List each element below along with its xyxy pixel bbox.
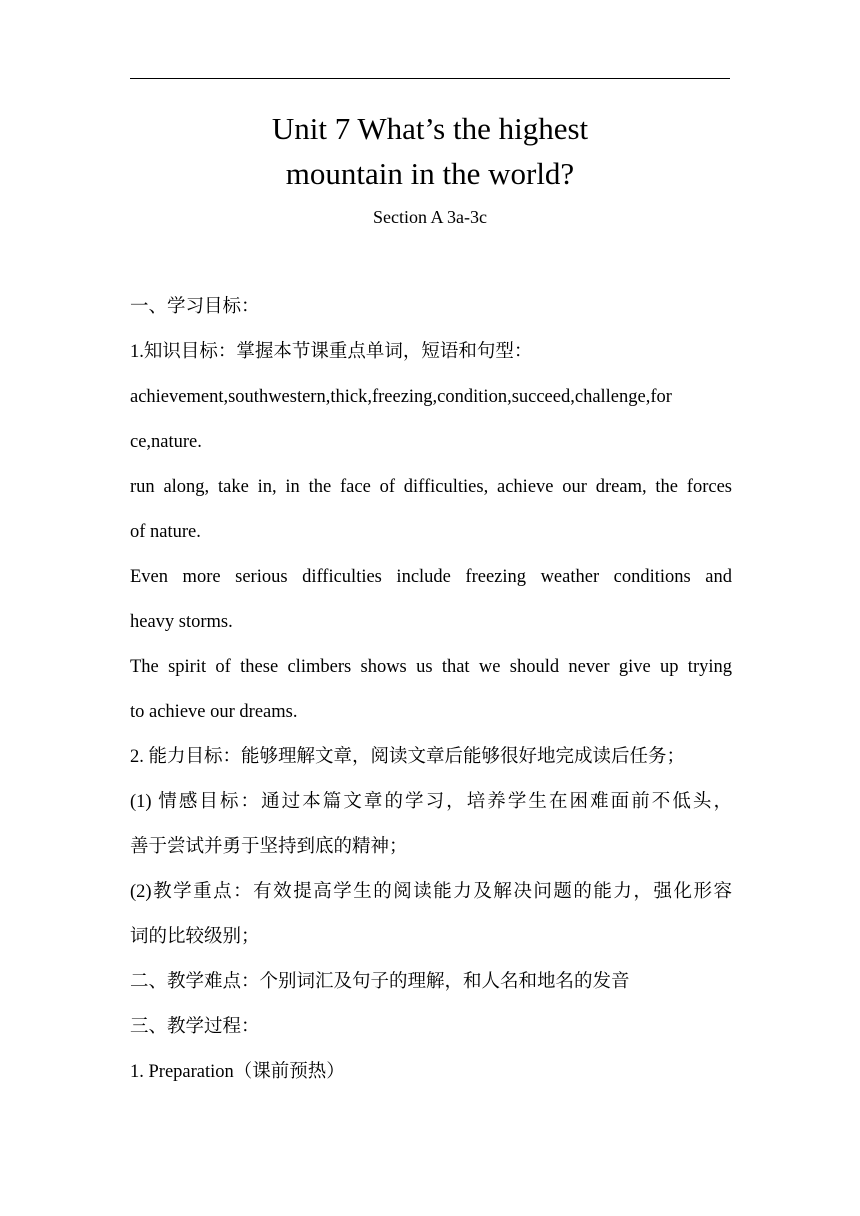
- teaching-focus: (2)教学重点：有效提高学生的阅读能力及解决问题的能力，强化形容: [130, 882, 732, 902]
- knowledge-objective: 1.知识目标：掌握本节课重点单词，短语和句型：: [130, 342, 533, 362]
- title-line-2: mountain in the world?: [285, 156, 575, 191]
- section-heading-process: 三、教学过程：: [130, 1017, 260, 1037]
- sentence-line: to achieve our dreams.: [130, 702, 298, 722]
- emotion-objective: (1) 情感目标：通过本篇文章的学习，培养学生在困难面前不低头，: [130, 792, 732, 812]
- sentence-line: heavy storms.: [130, 612, 233, 632]
- vocabulary-line: ce,nature.: [130, 432, 202, 452]
- teaching-difficulty: 二、教学难点：个别词汇及句子的理解，和人名和地名的发音: [130, 972, 630, 992]
- teaching-focus: 词的比较级别；: [130, 927, 260, 947]
- section-heading-objectives: 一、学习目标：: [130, 297, 260, 317]
- title-line-1: Unit 7 What’s the highest: [271, 111, 589, 146]
- vocabulary-line: achievement,southwestern,thick,freezing,condition,succeed,challenge,for: [130, 387, 672, 407]
- subtitle: Section A 3a-3c: [373, 207, 487, 227]
- header-rule: [130, 78, 730, 79]
- sentence-line: Even more serious difficulties include freezing weather conditions and: [130, 567, 732, 587]
- preparation-step: 1. Preparation（课前预热）: [130, 1062, 345, 1082]
- phrases-line: run along, take in, in the face of difficulties, achieve our dream, the forces: [130, 477, 732, 497]
- phrases-line: of nature.: [130, 522, 201, 542]
- sentence-line: The spirit of these climbers shows us that we should never give up trying: [130, 657, 732, 677]
- emotion-objective: 善于尝试并勇于坚持到底的精神；: [130, 837, 408, 857]
- ability-objective: 2. 能力目标：能够理解文章，阅读文章后能够很好地完成读后任务；: [130, 747, 686, 767]
